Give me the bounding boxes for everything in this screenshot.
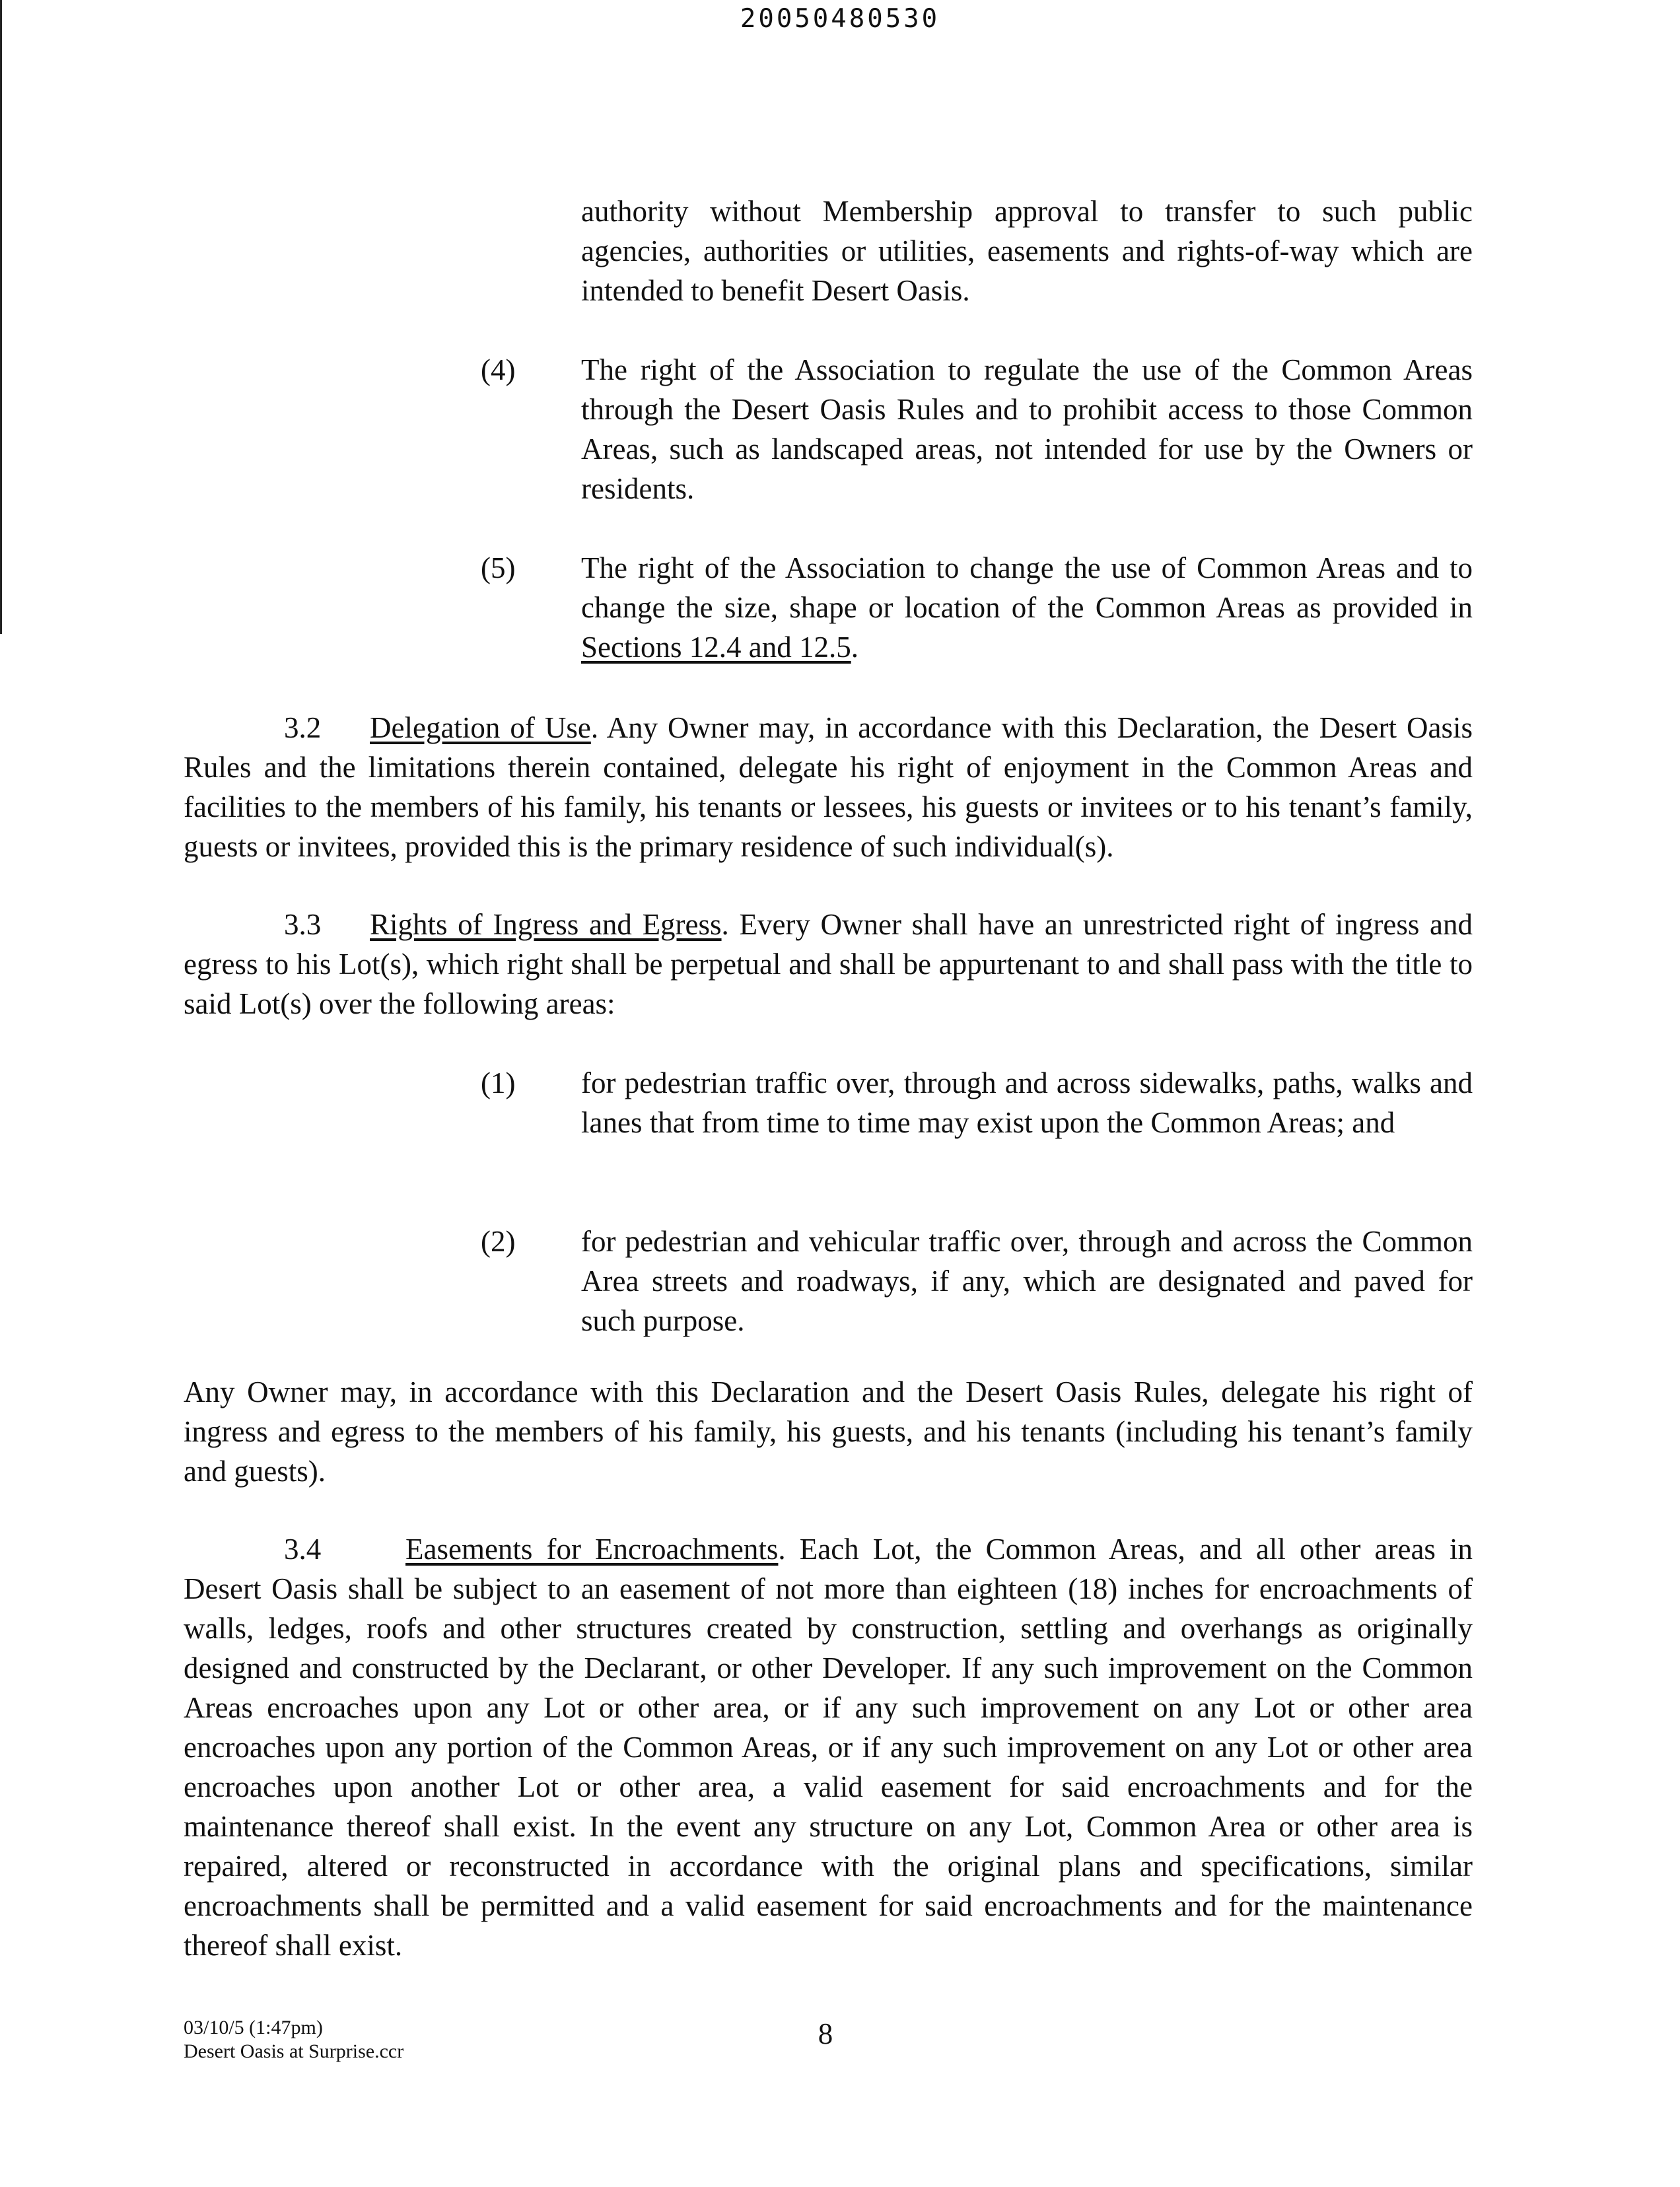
item-5 bbox=[581, 548, 1473, 667]
item-5-number: (5) bbox=[481, 551, 516, 584]
ingress-delegation-paragraph bbox=[184, 1372, 1473, 1491]
section-3-3-text: . Every Owner shall have an unrestricted right of ingress and egress to his Lot(s), which right shall be perpetual and shall be appurtenant to and shall pass with the title to said Lot(s) over the following areas: bbox=[184, 908, 1473, 1020]
item-2 bbox=[581, 1222, 1473, 1340]
section-3-4-number: 3.4 bbox=[284, 1533, 322, 1566]
section-3-3-paragraph bbox=[184, 905, 1473, 1024]
section-3-2-paragraph bbox=[184, 708, 1473, 866]
continuation-paragraph bbox=[581, 191, 1473, 310]
section-3-4-text: . Each Lot, the Common Areas, and all other areas in Desert Oasis shall be subject to an easement of not more than eighteen (18) inches for encroachments of walls, ledges, roofs and other structures created by construction, settling and overhangs as originally designed and constructed by the Declarant, or other Developer. If any such improvement on the Common Areas encroaches upon any Lot or other area, or if any such improvement on any Lot or other area encroaches upon any portion of the Common Areas, or if any such improvement on any Lot or other area encroaches upon another Lot or other area, a valid easement for said encroachments and for the maintenance thereof shall exist. In the event any structure on any Lot, Common Area or other area is repaired, altered or reconstructed in accordance with the original plans and specifications, similar encroachments shall be permitted and a valid easement for said encroachments and for the maintenance thereof shall exist. bbox=[184, 1533, 1473, 1962]
section-3-2 bbox=[184, 708, 1473, 866]
scan-edge-line bbox=[0, 0, 2, 634]
section-3-3-title: Rights of Ingress and Egress bbox=[370, 908, 722, 941]
section-3-4-paragraph bbox=[184, 1529, 1473, 1965]
section-3-2-text: . Any Owner may, in accordance with this Declaration, the Desert Oasis Rules and the limitations therein contained, delegate his right of enjoyment in the Common Areas and facilities to the members of his family, his tenants or lessees, his guests or invitees or to his tenant’s family, guests or invitees, provided this is the primary residence of such individual(s). bbox=[184, 711, 1473, 863]
item-2-number: (2) bbox=[481, 1225, 516, 1258]
section-3-4 bbox=[184, 1529, 1473, 1965]
item-2-text: for pedestrian and vehicular traffic over, through and across the Common Area streets and roadways, if any, which are designated and paved for such purpose. bbox=[581, 1225, 1473, 1337]
footer-filename: Desert Oasis at Surprise.ccr bbox=[184, 2040, 404, 2062]
item-4-text: The right of the Association to regulate the use of the Common Areas through the Desert Oasis Rules and to prohibit access to those Common Areas, such as landscaped areas, not intended for use by the Owners or residents. bbox=[581, 353, 1473, 505]
item-1-text: for pedestrian traffic over, through and across sidewalks, paths, walks and lanes that from time to time may exist upon the Common Areas; and bbox=[581, 1066, 1473, 1139]
item-4 bbox=[581, 350, 1473, 508]
item-5-text-before: The right of the Association to change the use of Common Areas and to change the size, shape or location of the Common Areas as provided in bbox=[581, 551, 1473, 624]
footer-info bbox=[184, 2016, 403, 2064]
item-4-number: (4) bbox=[481, 353, 516, 386]
section-3-3-number: 3.3 bbox=[284, 908, 322, 941]
sections-reference: Sections 12.4 and 12.5 bbox=[581, 631, 851, 664]
item-5-text-after: . bbox=[851, 631, 858, 664]
section-3-2-number: 3.2 bbox=[284, 711, 322, 744]
item-1-number: (1) bbox=[481, 1066, 516, 1099]
section-3-3 bbox=[184, 905, 1473, 1024]
document-number: 20050480530 bbox=[740, 4, 940, 34]
section-3-4-title: Easements for Encroachments bbox=[405, 1533, 779, 1566]
item-5-text bbox=[581, 548, 1473, 667]
footer-date-stamp: 03/10/5 (1:47pm) bbox=[184, 2017, 323, 2038]
section-3-2-title: Delegation of Use bbox=[370, 711, 591, 744]
continuation-text: authority without Membership approval to transfer to such public agencies, authorities or utilities, easements and rights-of-way which are intended to benefit Desert Oasis. bbox=[581, 195, 1473, 307]
item-1 bbox=[581, 1063, 1473, 1142]
page-number: 8 bbox=[818, 2017, 833, 2050]
ingress-delegation-text: Any Owner may, in accordance with this Declaration and the Desert Oasis Rules, delegate his right of ingress and egress to the members of his family, his guests, and his tenants (including his tenant’s family and guests). bbox=[184, 1375, 1473, 1488]
